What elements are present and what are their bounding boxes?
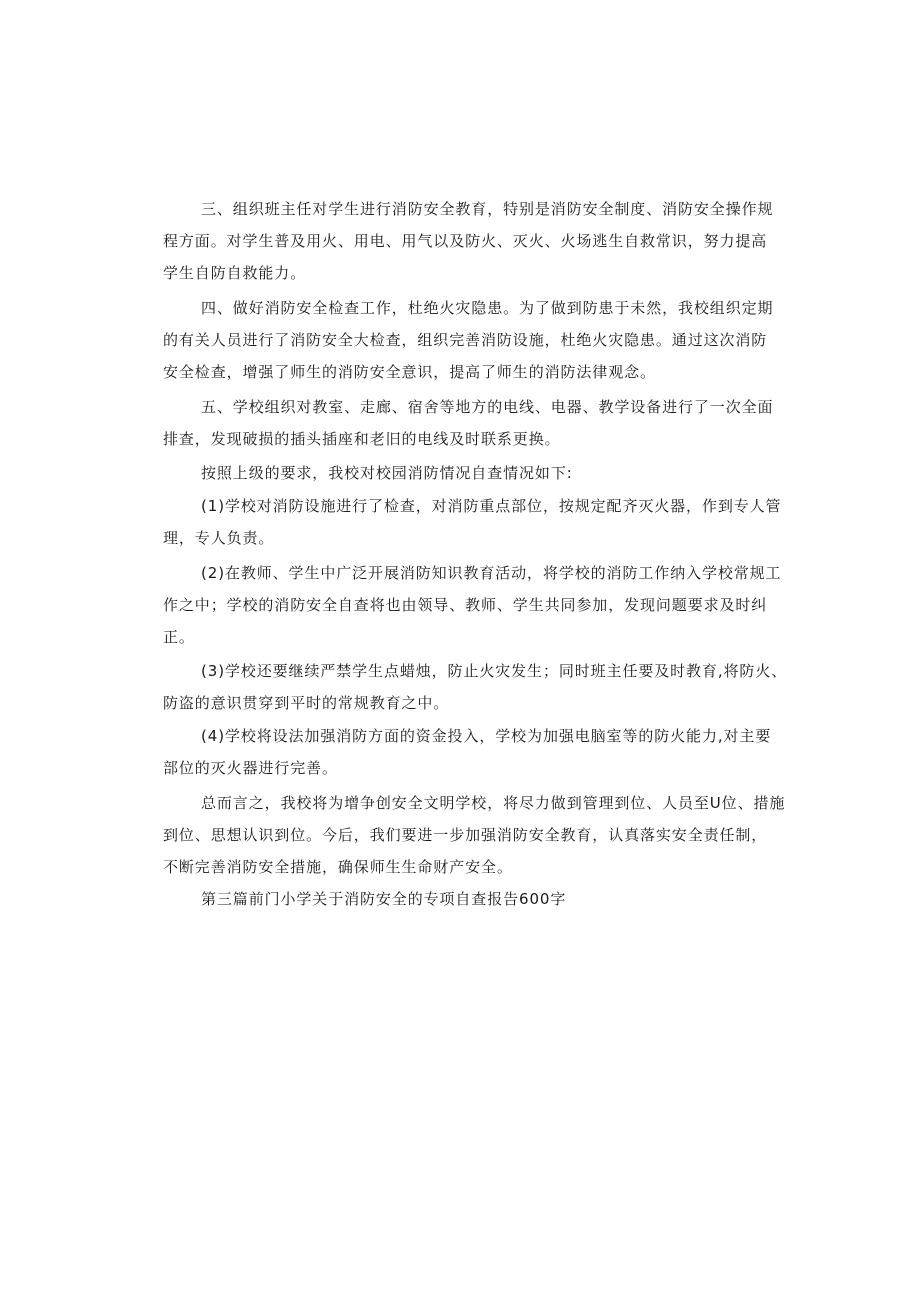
- item-4-line-1: (4)学校将设法加强消防方面的资金投入，学校为加强电脑室等的防火能力,对主要: [201, 727, 772, 745]
- paragraph-3-line-3: 学生自防自救能力。: [163, 264, 307, 282]
- next-article-title: 第三篇前门小学关于消防安全的专项自查报告600字: [201, 890, 567, 908]
- paragraph-4-line-3: 安全检查，增强了师生的消防安全意识，提高了师生的消防法律观念。: [163, 363, 656, 381]
- item-3-line-1: (3)学校还要继续严禁学生点蜡烛，防止火灾发生；同时班主任要及时教育,将防火、: [201, 662, 788, 680]
- item-2-line-1: (2)在教师、学生中广泛开展消防知识教育活动，将学校的消防工作纳入学校常规工: [201, 564, 782, 582]
- item-4-line-2: 部位的灭火器进行完善。: [163, 759, 338, 777]
- item-2-line-2: 作之中；学校的消防安全自查将也由领导、教师、学生共同参加，发现问题要求及时纠: [163, 596, 768, 614]
- self-check-intro: 按照上级的要求，我校对校园消防情况自查情况如下:: [201, 464, 573, 482]
- paragraph-4-line-1: 四、做好消防安全检查工作，杜绝火灾隐患。为了做到防患于未然，我校组织定期: [201, 299, 774, 317]
- paragraph-4-line-2: 的有关人员进行了消防安全大检查，组织完善消防设施，杜绝火灾隐患。通过这次消防: [163, 331, 768, 349]
- item-3-line-2: 防盗的意识贯穿到平时的常规教育之中。: [163, 694, 450, 712]
- paragraph-5-line-2: 排查，发现破损的插头插座和老旧的电线及时联系更换。: [163, 430, 561, 448]
- paragraph-5-line-1: 五、学校组织对教室、走廊、宿舍等地方的电线、电器、教学设备进行了一次全面: [201, 398, 774, 416]
- summary-line-2: 到位、思想认识到位。今后，我们要进一步加强消防安全教育，认真落实安全责任制，: [163, 826, 768, 844]
- summary-line-1: 总而言之，我校将为增争创安全文明学校，将尽力做到管理到位、人员至U位、措施: [201, 794, 786, 812]
- paragraph-3-line-2: 程方面。对学生普及用火、用电、用气以及防火、灭火、火场逃生自救常识，努力提高: [163, 232, 768, 250]
- summary-line-3: 不断完善消防安全措施，确保师生生命财产安全。: [163, 858, 513, 876]
- item-1-line-1: (1)学校对消防设施进行了检查，对消防重点部位，按规定配齐灭火器，作到专人管: [201, 497, 782, 515]
- item-1-line-2: 理，专人负责。: [163, 529, 275, 547]
- paragraph-3-line-1: 三、组织班主任对学生进行消防安全教育，特别是消防安全制度、消防安全操作规: [201, 200, 774, 218]
- item-2-line-3: 正。: [163, 628, 195, 646]
